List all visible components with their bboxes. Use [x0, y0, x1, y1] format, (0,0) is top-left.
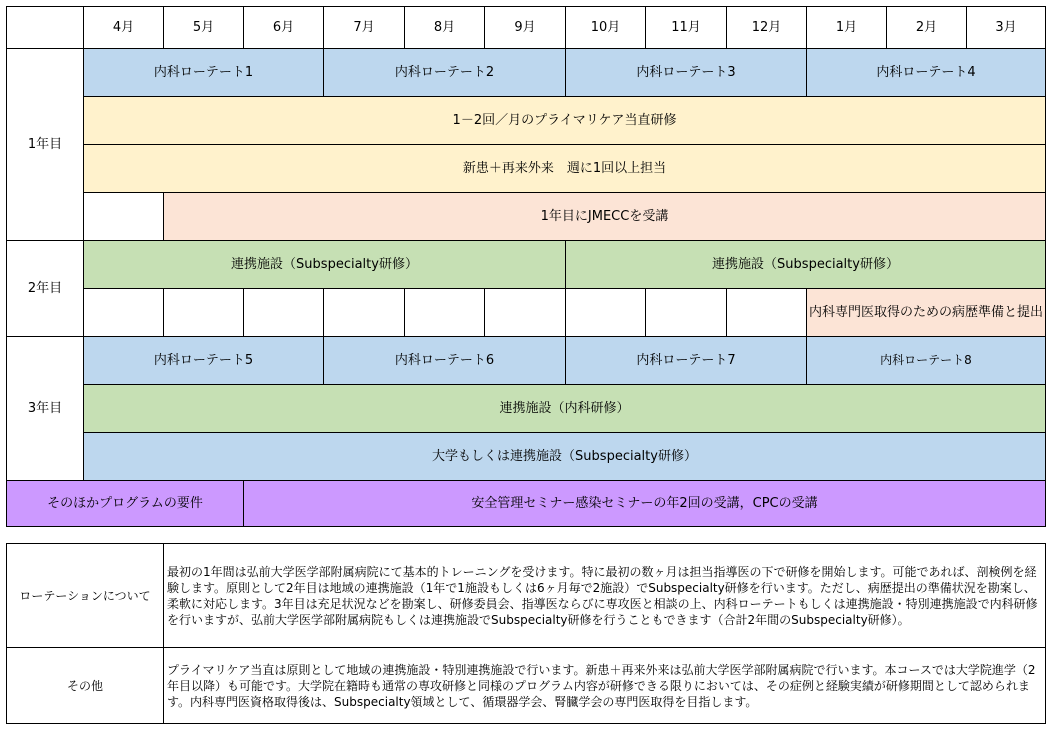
- internal-training-cell: 連携施設（内科研修）: [84, 385, 1046, 433]
- month-header: 9月: [485, 7, 566, 49]
- month-header: 4月: [84, 7, 164, 49]
- other-program-label: そのほかプログラムの要件: [7, 481, 244, 527]
- year2-case-prep-row: [7, 289, 1046, 337]
- empty-cell: [244, 289, 324, 337]
- rotation-cell: 内科ローテート2: [324, 49, 566, 97]
- other-note-row: [7, 648, 1046, 724]
- month-header: 2月: [887, 7, 967, 49]
- facility-cell: 連携施設（Subspecialty研修）: [566, 241, 1046, 289]
- rotation-cell: 内科ローテート7: [566, 337, 807, 385]
- empty-cell: [324, 289, 405, 337]
- year1-outpatient-row: [7, 145, 1046, 193]
- month-header: 12月: [727, 7, 807, 49]
- training-schedule-table: [6, 6, 1046, 527]
- rotation-cell: 内科ローテート6: [324, 337, 566, 385]
- year3-internal-row: [7, 385, 1046, 433]
- empty-cell: [646, 289, 727, 337]
- rotation-cell: 内科ローテート3: [566, 49, 807, 97]
- empty-cell: [164, 289, 244, 337]
- month-header: 7月: [324, 7, 405, 49]
- year2-label: 2年目: [7, 241, 84, 337]
- notes-table: [6, 543, 1046, 724]
- month-header: 5月: [164, 7, 244, 49]
- empty-cell: [84, 193, 164, 241]
- year1-primary-care-row: [7, 97, 1046, 145]
- rotation-cell: 内科ローテート1: [84, 49, 324, 97]
- primary-care-cell: 1－2回／月のプライマリケア当直研修: [84, 97, 1046, 145]
- rotation-cell: 内科ローテート4: [807, 49, 1046, 97]
- month-header: 3月: [967, 7, 1046, 49]
- year3-subspecialty-row: [7, 433, 1046, 481]
- empty-cell: [566, 289, 646, 337]
- month-header: 10月: [566, 7, 646, 49]
- case-prep-cell: 内科専門医取得のための病歴準備と提出: [807, 289, 1046, 337]
- outpatient-cell: 新患＋再来外来 週に1回以上担当: [84, 145, 1046, 193]
- rotation-note-label: ローテーションについて: [7, 544, 164, 648]
- rotation-note-text: 最初の1年間は弘前大学医学部附属病院にて基本的トレーニングを受けます。特に最初の数ヶ月は担当指導医の下で研修を開始します。可能であれば、剖検例を経験します。原則として2年目は地域の連携施設（1年で1施設もしくは6ヶ月毎で2施設）でSubspecialty研修を行います。ただし、病歴提出の準備状況を勘案し、柔軟に対応します。3年目は充足状況などを勘案し、研修委員会、指導医ならびに専攻医と相談の上、内科ローテートもしくは連携施設・特別連携施設で内科研修を行いますが、弘前大学医学部附属病院もしくは連携施設でSubspecialty研修を行うこともできます（合計2年間のSubspecialty研修）。: [164, 544, 1046, 648]
- year1-label: 1年目: [7, 49, 84, 241]
- other-program-row: [7, 481, 1046, 527]
- other-program-content: 安全管理セミナー感染セミナーの年2回の受講，CPCの受講: [244, 481, 1046, 527]
- year1-jmecc-row: [7, 193, 1046, 241]
- month-header: 8月: [405, 7, 485, 49]
- month-header: 11月: [646, 7, 727, 49]
- facility-cell: 連携施設（Subspecialty研修）: [84, 241, 566, 289]
- empty-cell: [727, 289, 807, 337]
- jmecc-cell: 1年目にJMECCを受講: [164, 193, 1046, 241]
- year2-facility-row: [7, 241, 1046, 289]
- empty-cell: [485, 289, 566, 337]
- empty-cell: [405, 289, 485, 337]
- corner-cell: [7, 7, 84, 49]
- year1-rotation-row: [7, 49, 1046, 97]
- month-header: 1月: [807, 7, 887, 49]
- other-note-label: その他: [7, 648, 164, 724]
- empty-cell: [84, 289, 164, 337]
- month-header: 6月: [244, 7, 324, 49]
- rotation-note-row: [7, 544, 1046, 648]
- subspecialty-cell: 大学もしくは連携施設（Subspecialty研修）: [84, 433, 1046, 481]
- rotation-cell: 内科ローテート8: [807, 337, 1046, 385]
- month-header-row: [7, 7, 1046, 49]
- year3-label: 3年目: [7, 337, 84, 481]
- rotation-cell: 内科ローテート5: [84, 337, 324, 385]
- year3-rotation-row: [7, 337, 1046, 385]
- other-note-text: プライマリケア当直は原則として地域の連携施設・特別連携施設で行います。新患＋再来外来は弘前大学医学部附属病院で行います。本コースでは大学院進学（2年目以降）も可能です。大学院在籍時も通常の専攻研修と同様のプログラム内容が研修できる限りにおいては、その症例と経験実績が研修期間として認められます。内科専門医資格取得後は、Subspecialty領域として、循環器学会、腎臓学会の専門医取得を目指します。: [164, 648, 1046, 724]
